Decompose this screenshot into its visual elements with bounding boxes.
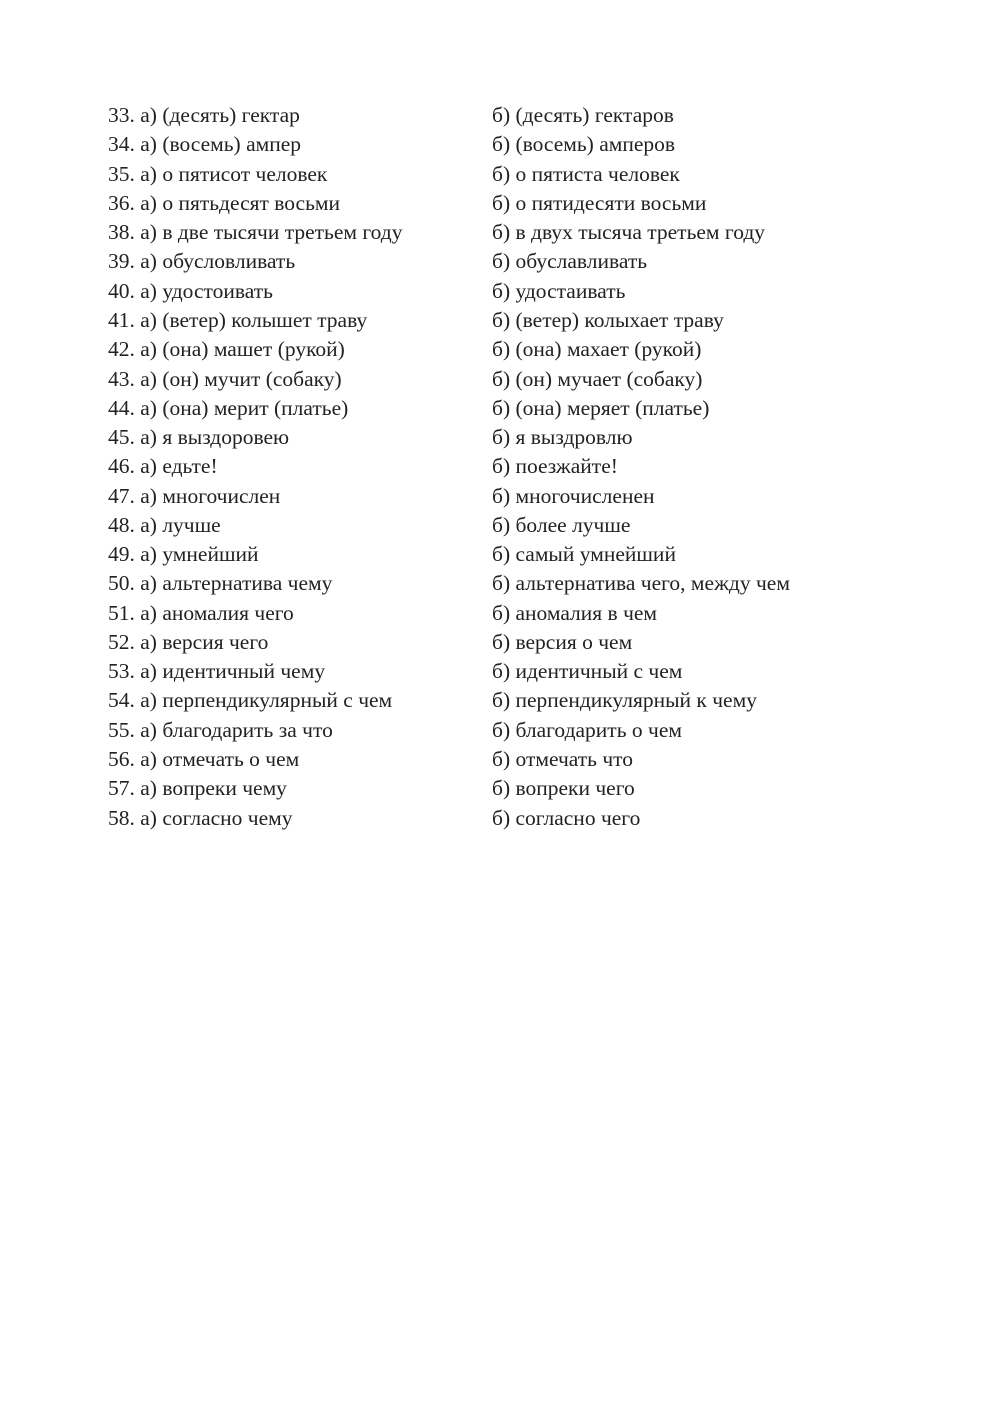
list-item [108,569,888,598]
option-b: б) отмечать что [492,746,633,771]
option-b: б) поезжайте! [492,454,618,479]
option-a: 56. а) отмечать о чем [108,746,300,771]
option-b: б) альтернатива чего, между чем [492,571,790,596]
option-a: 47. а) многочислен [108,483,281,508]
option-b: б) я выздровлю [492,425,633,450]
option-a: 33. а) (десять) гектар [108,103,300,128]
option-b: б) благодарить о чем [492,717,682,742]
option-a: 54. а) перпендикулярный с чем [108,688,393,713]
list-item [108,540,888,569]
option-a: 42. а) (она) машет (рукой) [108,337,345,362]
option-b: б) идентичный с чем [492,659,683,684]
option-a: 43. а) (он) мучит (собаку) [108,366,342,391]
option-a: 58. а) согласно чему [108,805,293,830]
list-item [108,628,888,657]
option-a: 57. а) вопреки чему [108,776,287,801]
option-b: б) в двух тысяча третьем году [492,220,766,245]
option-b: б) вопреки чего [492,776,635,801]
option-a: 41. а) (ветер) колышет траву [108,307,368,332]
list-item [108,657,888,686]
option-a: 34. а) (восемь) ампер [108,132,302,157]
option-a: 38. а) в две тысячи третьем году [108,220,403,245]
option-a: 44. а) (она) мерит (платье) [108,395,349,420]
option-a: 49. а) умнейший [108,542,259,567]
option-a: 52. а) версия чего [108,629,269,654]
option-a: 36. а) о пятьдесят восьми [108,190,341,215]
option-b: б) (он) мучает (собаку) [492,366,703,391]
list-item [108,452,888,481]
option-a: 45. а) я выздоровею [108,425,290,450]
list-item [108,364,888,393]
option-b: б) о пятиста человек [492,161,680,186]
option-b: б) аномалия в чем [492,600,658,625]
option-b: б) (восемь) амперов [492,132,676,157]
list-item [108,130,888,159]
option-b: б) многочисленен [492,483,655,508]
list-item [108,774,888,803]
option-b: б) версия о чем [492,629,633,654]
list-item [108,511,888,540]
list-item [108,277,888,306]
list-item [108,481,888,510]
option-b: б) перпендикулярный к чему [492,688,757,713]
option-b: б) (она) махает (рукой) [492,337,702,362]
option-b: б) обуславливать [492,249,648,274]
answer-list [108,101,888,833]
option-a: 39. а) обусловливать [108,249,296,274]
option-b: б) согласно чего [492,805,641,830]
list-item [108,189,888,218]
option-b: б) (она) меряет (платье) [492,395,710,420]
option-a: 35. а) о пятисот человек [108,161,328,186]
option-b: б) (ветер) колыхает траву [492,307,724,332]
option-a: 40. а) удостоивать [108,278,273,303]
option-a: 55. а) благодарить за что [108,717,333,742]
option-b: б) самый умнейший [492,542,676,567]
option-b: б) удостаивать [492,278,626,303]
list-item [108,599,888,628]
list-item [108,716,888,745]
list-item [108,160,888,189]
list-item [108,686,888,715]
list-item [108,423,888,452]
option-a: 48. а) лучше [108,512,221,537]
option-a: 51. а) аномалия чего [108,600,294,625]
list-item [108,394,888,423]
option-a: 50. а) альтернатива чему [108,571,333,596]
option-b: б) более лучше [492,512,631,537]
list-item [108,306,888,335]
list-item [108,247,888,276]
list-item [108,218,888,247]
list-item [108,745,888,774]
option-b: б) (десять) гектаров [492,103,674,128]
list-item [108,803,888,832]
list-item [108,101,888,130]
list-item [108,335,888,364]
option-a: 46. а) едьте! [108,454,218,479]
option-a: 53. а) идентичный чему [108,659,326,684]
option-b: б) о пятидесяти восьми [492,190,707,215]
